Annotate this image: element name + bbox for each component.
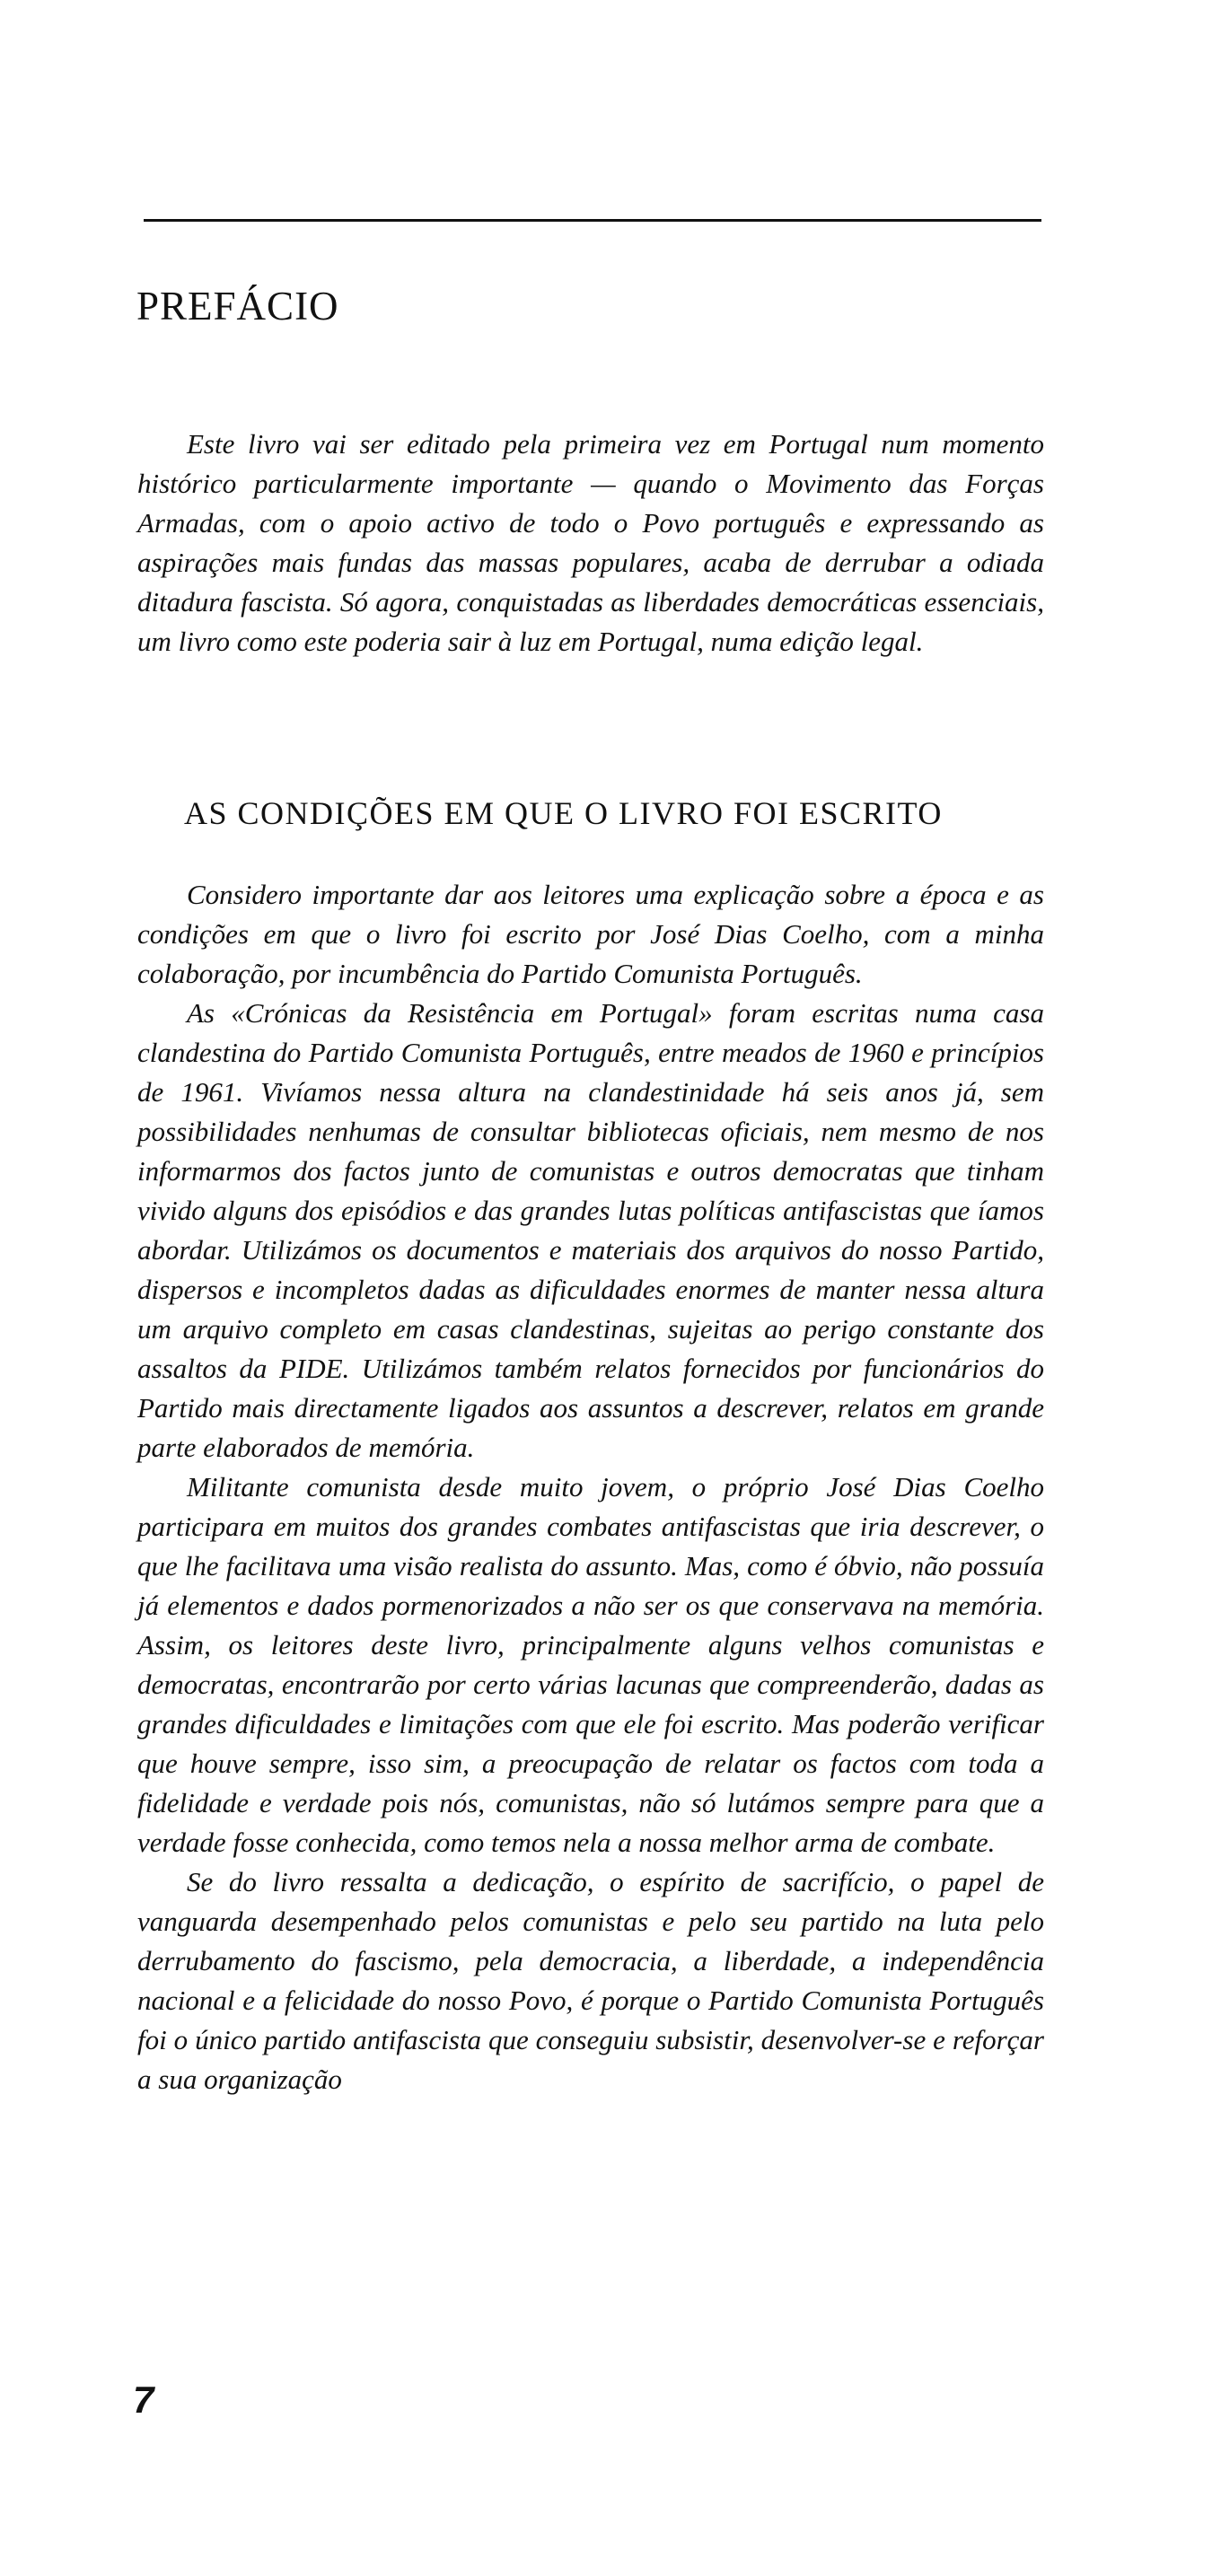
body-paragraph-3: Militante comunista desde muito jovem, o próprio José Dias Coelho participara em muitos dos grandes combates antifascistas que iria descrever, o que lhe facilitava uma visão realista do assunto. Mas, como é óbvio, não possuía já elementos e dados pormenorizados a não ser os que conservava na memória. Assim, os leitores deste livro, principalmente alguns velhos comunistas e democratas, encontrarão por certo várias lacunas que compreenderão, dadas as grandes dificuldades e limitações com que ele foi escrito. Mas poderão verificar que houve sempre, isso sim, a preocupação de relatar os factos com toda a fidelidade e verdade pois nós, comunistas, não só lutámos sempre para que a verdade fosse conhecida, como temos nela a nossa melhor arma de combate. [137, 1471, 1044, 1858]
section-title: AS CONDIÇÕES EM QUE O LIVRO FOI ESCRITO [184, 795, 943, 831]
section-body [137, 875, 1044, 2099]
body-paragraph-2: As «Crónicas da Resistência em Portugal» foram escritas numa casa clandestina do Partido Comunista Português, entre meados de 1960 e princípios de 1961. Vivíamos nessa altura na clandestinidade há seis anos já, sem possibilidades nenhumas de consultar bibliotecas oficiais, nem mesmo de nos informarmos dos factos junto de comunistas e outros democratas que tinham vivido alguns dos episódios e das grandes lutas políticas antifascistas que íamos abordar. Utilizámos os documentos e materiais dos arquivos do nosso Partido, dispersos e incompletos dadas as dificuldades enormes de manter nessa altura um arquivo completo em casas clandestinas, sujeitas ao perigo constante dos assaltos da PIDE. Utilizámos também relatos fornecidos por funcionários do Partido mais directamente ligados aos assuntos a descrever, relatos em grande parte elaborados de memória. [137, 997, 1044, 1463]
page-title: PREFÁCIO [136, 284, 339, 329]
page-number: 7 [133, 2379, 154, 2421]
body-paragraph-4: Se do livro ressalta a dedicação, o espírito de sacrifício, o papel de vanguarda desempenhado pelos comunistas e pelo seu partido na luta pelo derrubamento do fascismo, pela democracia, a liberdade, a independência nacional e a felicidade do nosso Povo, é porque o Partido Comunista Português foi o único partido antifascista que conseguiu subsistir, desenvolver-se e reforçar a sua organização [137, 1866, 1044, 2095]
top-rule [144, 219, 1041, 222]
body-paragraph-1: Considero importante dar aos leitores uma explicação sobre a época e as condições em que o livro foi escrito por José Dias Coelho, com a minha colaboração, por incumbência do Partido Comunista Português. [137, 879, 1044, 989]
preface-text [137, 425, 1044, 662]
preface-paragraph: Este livro vai ser editado pela primeira vez em Portugal num momento histórico particularmente importante — quando o Movimento das Forças Armadas, com o apoio activo de todo o Povo português e expressando as aspirações mais fundas das massas populares, acaba de derrubar a odiada ditadura fascista. Só agora, conquistadas as liberdades democráticas essenciais, um livro como este poderia sair à luz em Portugal, numa edição legal. [137, 428, 1044, 657]
